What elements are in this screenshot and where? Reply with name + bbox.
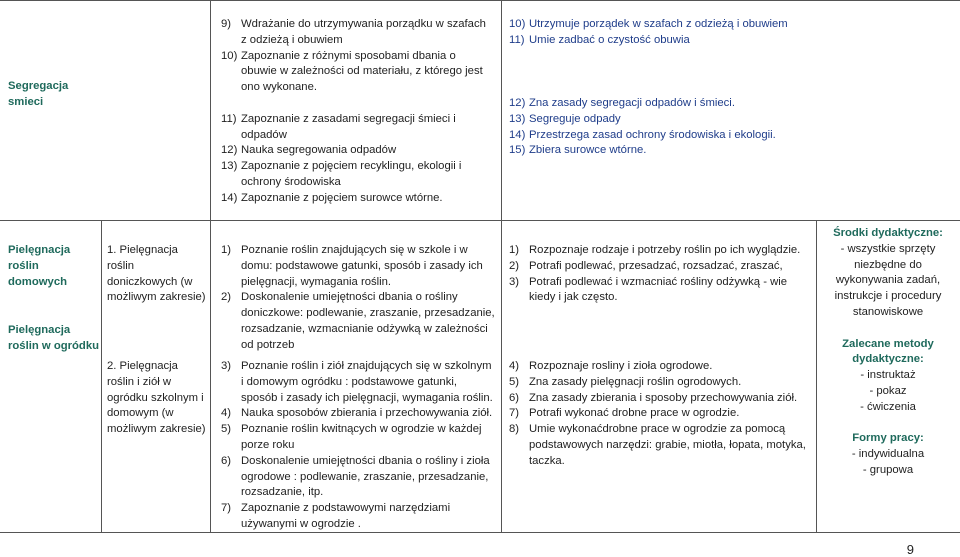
item-text: Zapoznanie z pojęciem surowce wtórne. (241, 191, 443, 204)
didactic-info (820, 226, 956, 479)
col-divider-4 (816, 220, 817, 532)
list-item (221, 243, 495, 290)
col-divider-3 (501, 0, 502, 532)
list-item (221, 112, 489, 144)
row2-content-list-a (221, 243, 495, 354)
item-number: 3) (221, 360, 232, 372)
heading-srodki: Środki dydaktyczne: (833, 227, 943, 239)
item-number: 7) (509, 407, 520, 420)
item-number: 3) (509, 275, 520, 288)
heading-formy: Formy pracy: (852, 432, 924, 445)
heading-metody: Zalecane metody dydaktyczne: (842, 337, 934, 366)
item-text: Doskonalenie umiejętności dbania o rośliny i zioła ogrodowe : podlewanie, zraszanie, przesadzanie, rozsadzanie, itp. (241, 454, 490, 499)
section-title-line: Pielęgnacja (8, 244, 71, 256)
formy-item: - grupowa (862, 463, 914, 476)
item-text: Przestrzega zasad ochrony środowiska i ekologii. (529, 128, 776, 141)
list-item (509, 112, 809, 128)
item-number: 6) (509, 391, 520, 404)
metody-item: - ćwiczenia (860, 400, 916, 413)
list-item (221, 17, 489, 49)
item-number: 13) (221, 160, 238, 173)
srodki-text: - wszystkie sprzęty niezbędne do wykonywania zadań, instrukcje i procedury stanowiskowe (834, 242, 942, 318)
table-top-border (0, 0, 960, 1)
topic-doniczkowe (107, 243, 207, 306)
list-item (221, 406, 495, 422)
list-item (221, 454, 495, 501)
item-number: 12) (509, 96, 526, 109)
list-item (509, 375, 809, 391)
row1-content-list (221, 17, 489, 207)
item-number: 5) (221, 423, 232, 436)
section-title-line: domowych (8, 275, 67, 288)
item-text: Zapoznanie z pojęciem recyklingu, ekologii i ochrony środowiska (241, 160, 462, 188)
item-text: Wdrażanie do utrzymywania porządku w szafach z odzieżą i obuwiem (241, 18, 486, 46)
item-number: 4) (509, 360, 520, 372)
item-number: 1) (509, 244, 520, 256)
col-divider-1 (101, 220, 102, 532)
item-number: 4) (221, 407, 232, 420)
item-number: 10) (509, 18, 526, 30)
topic-text: 2. Pielęgnacja roślin i ziół w ogródku szkolnym i domowym (w możliwym zakresie) (107, 360, 206, 436)
section-title-line: roślin (8, 259, 39, 272)
list-item (509, 17, 809, 33)
list-item (509, 96, 809, 112)
item-number: 12) (221, 144, 238, 157)
row2-outcomes-list-a (509, 243, 809, 306)
list-item (221, 191, 489, 207)
metody-item: - pokaz (869, 384, 907, 397)
item-text: Poznanie roślin znajdujących się w szkole i w domu: podstawowe gatunki, sposób i zasady ich pielęgnacji, wymagania roślin. (241, 244, 483, 288)
item-text: Zapoznanie z różnymi sposobami dbania o obuwie w zależności od materiału, z którego jest ono wykonane. (241, 49, 483, 94)
list-item (221, 159, 489, 191)
col-divider-2 (210, 0, 211, 532)
item-number: 15) (509, 144, 526, 157)
list-item (509, 406, 809, 422)
item-number: 14) (509, 128, 526, 141)
list-item (509, 259, 809, 275)
list-item (509, 143, 809, 159)
section-title-rosliny-domowe (8, 243, 98, 290)
item-text: Zna zasady pielęgnacji roślin ogrodowych. (529, 375, 742, 388)
item-number: 8) (509, 423, 520, 436)
item-number: 6) (221, 454, 232, 467)
item-text: Zapoznanie z zasadami segregacji śmieci i odpadów (241, 112, 456, 141)
item-text: Zapoznanie z podstawowymi narzędziami używanymi w ogrodzie . (241, 502, 451, 530)
metody-item: - instruktaż (860, 369, 916, 382)
item-number: 7) (221, 502, 232, 515)
item-number: 13) (509, 112, 526, 125)
item-number: 14) (221, 191, 238, 204)
item-text: Doskonalenie umiejętności dbania o rośliny doniczkowe: podlewanie, zraszanie, przesadzanie, rozsadzanie, wzmacnianie odżywką w zależności od potrzeb (241, 291, 495, 351)
section-title-line: Segregacja (8, 80, 69, 92)
item-number: 9) (221, 18, 232, 30)
item-number: 11) (221, 112, 237, 125)
item-text: Rozpoznaje rodzaje i potrzeby roślin po ich wyglądzie. (529, 244, 801, 256)
item-text: Rozpoznaje rosliny i zioła ogrodowe. (529, 360, 713, 372)
list-item (509, 128, 809, 144)
item-number: 5) (509, 375, 520, 388)
item-text: Nauka segregowania odpadów (241, 144, 397, 157)
list-item (221, 359, 495, 406)
list-item (221, 49, 489, 96)
topic-ogrodek (107, 359, 207, 438)
list-item (221, 290, 495, 353)
item-text: Poznanie roślin kwitnących w ogrodzie w każdej porze roku (241, 423, 482, 451)
formy-item: - indywidualna (851, 448, 925, 461)
list-item (221, 501, 495, 533)
row2-content-list-b (221, 359, 495, 533)
item-number: 1) (221, 244, 232, 256)
item-text: Segreguje odpady (529, 112, 621, 125)
item-number: 2) (221, 291, 232, 304)
item-text: Potrafi podlewać, przesadzać, rozsadzać, zraszać, (529, 259, 783, 272)
section-title-line: smieci (8, 95, 44, 108)
row2-outcomes-list-b (509, 359, 809, 470)
item-text: Utrzymuje porządek w szafach z odzieżą i obuwiem (529, 18, 788, 30)
topic-text: 1. Pielęgnacja roślin doniczkowych (w możliwym zakresie) (107, 244, 206, 304)
list-item (509, 275, 809, 307)
list-item (509, 422, 809, 469)
item-text: Poznanie roślin i ziół znajdujących się w szkolnym i domowym ogródku : podstawowe gatunki, sposób i zasady ich pielęgnacji, wymagania roślin. (241, 360, 493, 404)
item-text: Potrafi podlewać i wzmacniać rośliny odżywką - wie kiedy i jak często. (529, 275, 788, 304)
list-item (509, 33, 809, 49)
row1-outcomes-list (509, 17, 809, 159)
item-number: 11) (509, 33, 525, 46)
section-title-line: Pielęgnacja (8, 324, 71, 336)
item-number: 10) (221, 49, 238, 62)
page-number: 9 (906, 542, 914, 557)
item-text: Zbiera surowce wtórne. (529, 144, 647, 157)
item-text: Umie wykonaćdrobne prace w ogrodzie za pomocą podstawowych narzędzi: grabie, miotła, łopata, motyka, taczka. (529, 423, 806, 467)
item-text: Potrafi wykonać drobne prace w ogrodzie. (529, 407, 740, 420)
list-item (509, 391, 809, 407)
list-item (221, 422, 495, 454)
section-title-segregacja (8, 79, 98, 111)
list-item (509, 243, 809, 259)
section-title-rosliny-ogrodek (8, 323, 100, 355)
item-text: Nauka sposobów zbierania i przechowywania ziół. (241, 407, 493, 420)
item-text: Zna zasady segregacji odpadów i śmieci. (529, 96, 735, 109)
item-text: Zna zasady zbierania i sposoby przechowywania ziół. (529, 391, 798, 404)
list-item (509, 359, 809, 375)
list-item (221, 143, 489, 159)
section-title-line: roślin w ogródku (8, 339, 100, 352)
item-text: Umie zadbać o czystość obuwia (529, 33, 690, 46)
item-number: 2) (509, 259, 520, 272)
